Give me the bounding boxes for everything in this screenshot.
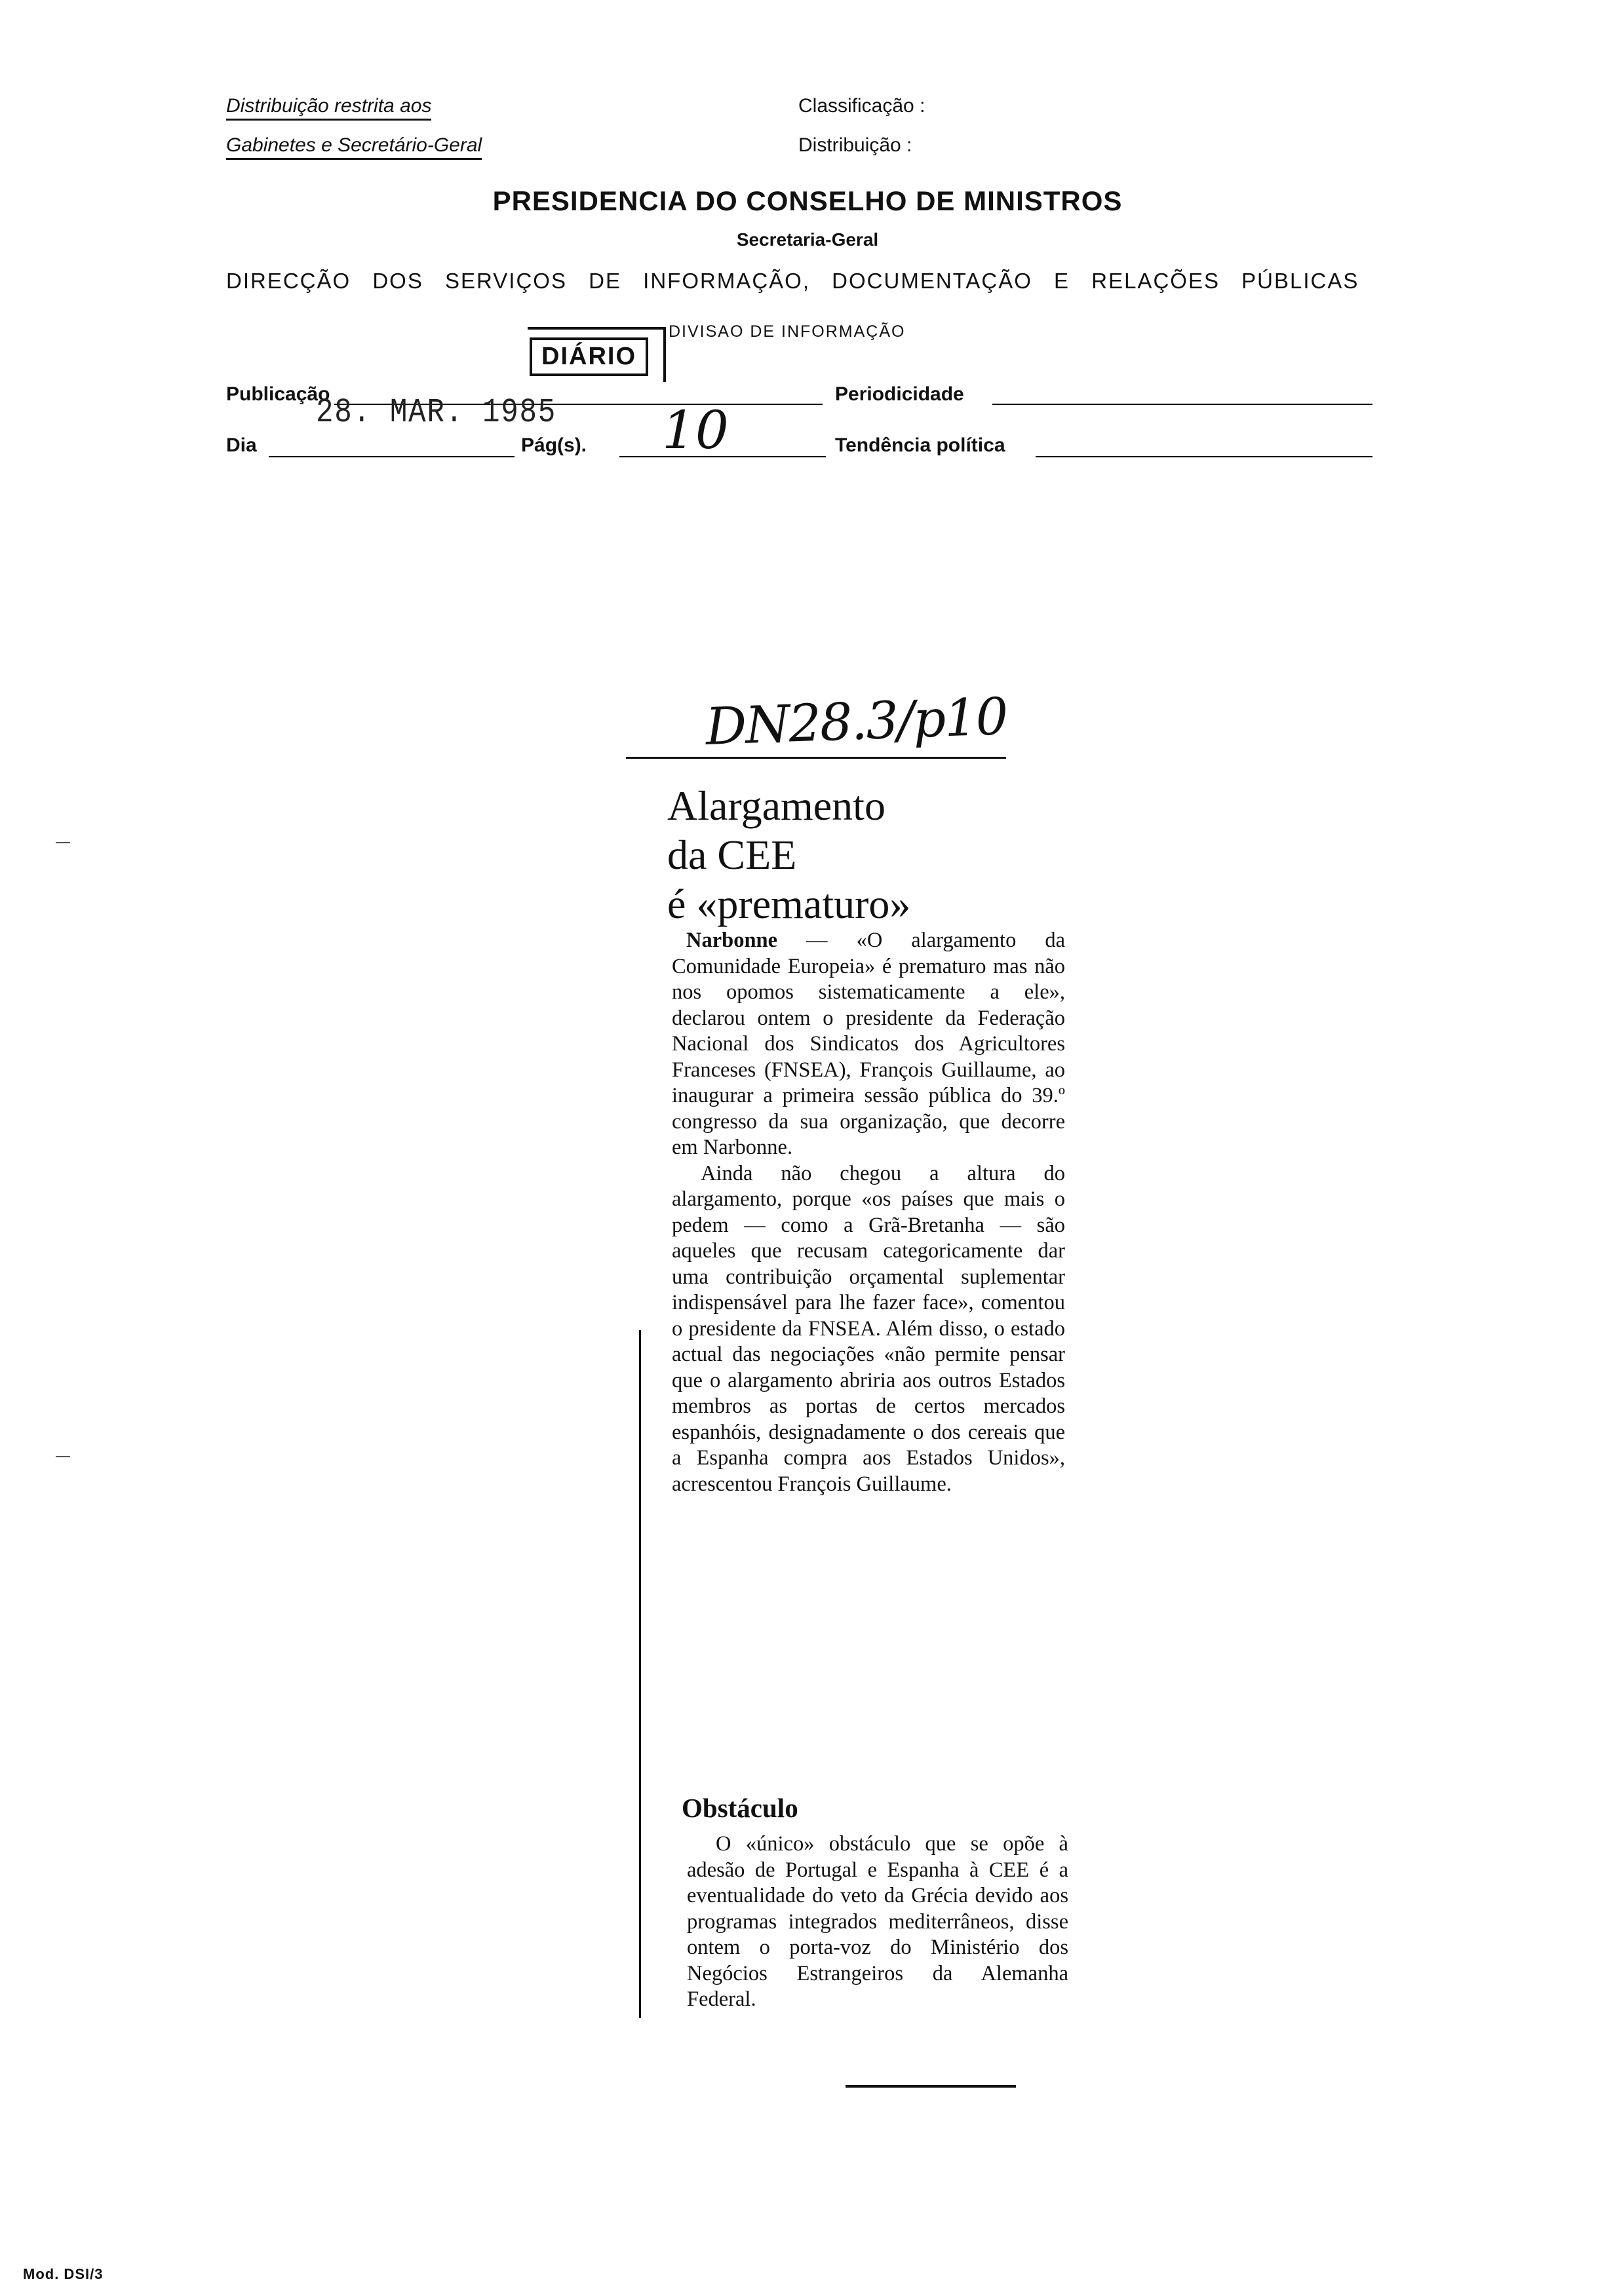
- article-title-line1: Alargamento: [667, 782, 885, 829]
- pags-label: Pág(s).: [521, 434, 587, 456]
- article-body-bottom: [687, 1831, 1068, 2013]
- article-end-rule: [846, 2085, 1016, 2088]
- form-code: Mod. DSI/3: [23, 2266, 104, 2282]
- tendencia-label: Tendência política: [835, 434, 1005, 456]
- article-body-top: [672, 928, 1065, 1497]
- paragraph-2: Ainda não chegou a altura do alargamento, porque «os países que mais o pedem — como a Grã-Bretanha — são aqueles que recusam categoricamente dar uma contribuição orçamental suplementar indispensável para lhe fazer face», comentou o presidente da FNSEA. Além disso, o estado actual das negociações «não permite pensar que o alargamento abriria aos outros Estados membros as portas de certos mercados espanhóis, designadamente o dos cereais que a Espanha compra aos Estados Unidos», acrescentou François Guillaume.: [672, 1161, 1065, 1496]
- distribution-restricted-line2: Gabinetes e Secretário-Geral: [226, 134, 482, 160]
- page-title: PRESIDENCIA DO CONSELHO DE MINISTROS: [492, 185, 1123, 216]
- direccao-heading: DIRECÇÃO DOS SERVIÇOS DE INFORMAÇÃO, DOCUMENTAÇÃO E RELAÇÕES PÚBLICAS: [226, 269, 1359, 293]
- article-subhead: Obstáculo: [682, 1793, 798, 1823]
- handwritten-reference: DN28.3/p10: [705, 687, 1008, 757]
- margin-rule: [639, 1330, 641, 2018]
- scan-mark: [56, 842, 70, 843]
- pags-handwritten-value: 10: [662, 400, 729, 461]
- classificacao-label: Classificação :: [798, 95, 925, 117]
- stamp-bracket-side: [663, 327, 666, 382]
- publication-stamp: DIÁRIO: [530, 337, 648, 376]
- distribuicao-label: Distribuição :: [798, 134, 912, 156]
- page-subtitle: Secretaria-Geral: [736, 229, 879, 250]
- distribution-restricted-line1: Distribuição restrita aos: [226, 95, 431, 121]
- strike-line: [626, 757, 1006, 759]
- periodicidade-line: [992, 404, 1372, 405]
- article-title-line3: é «prematuro»: [667, 881, 911, 927]
- paragraph-1-text: — «O alargamento da Comunidade Europeia» é prematuro mas não nos opomos sistematicamente a ele», declarou ontem o presidente da Federação Nacional dos Sindicatos dos Agricultores Franceses (FNSEA), François Guillaume, ao inaugurar a primeira sessão pública do 39.º congresso da sua organização, que decorre em Narbonne.: [672, 928, 1065, 1159]
- lead-place: Narbonne: [686, 928, 778, 952]
- periodicidade-label: Periodicidade: [835, 383, 964, 405]
- date-stamp: 28. MAR. 1985: [316, 393, 556, 432]
- dia-label: Dia: [226, 434, 257, 456]
- article-title-line2: da CEE: [667, 832, 797, 878]
- divisao-label: DIVISAO DE INFORMAÇÃO: [669, 322, 906, 341]
- paragraph-1: [672, 928, 1065, 1161]
- publicacao-label: Publicação: [226, 383, 330, 405]
- scan-mark: [56, 1456, 70, 1457]
- tendencia-line: [1036, 456, 1372, 457]
- stamp-bracket: [528, 327, 665, 330]
- dia-line: [269, 456, 515, 457]
- paragraph-3: O «único» obstáculo que se opõe à adesão de Portugal e Espanha à CEE é a eventualidade do veto da Grécia devido aos programas integrados mediterrâneos, disse ontem o porta-voz do Ministério dos Negócios Estrangeiros da Alemanha Federal.: [687, 1832, 1068, 2011]
